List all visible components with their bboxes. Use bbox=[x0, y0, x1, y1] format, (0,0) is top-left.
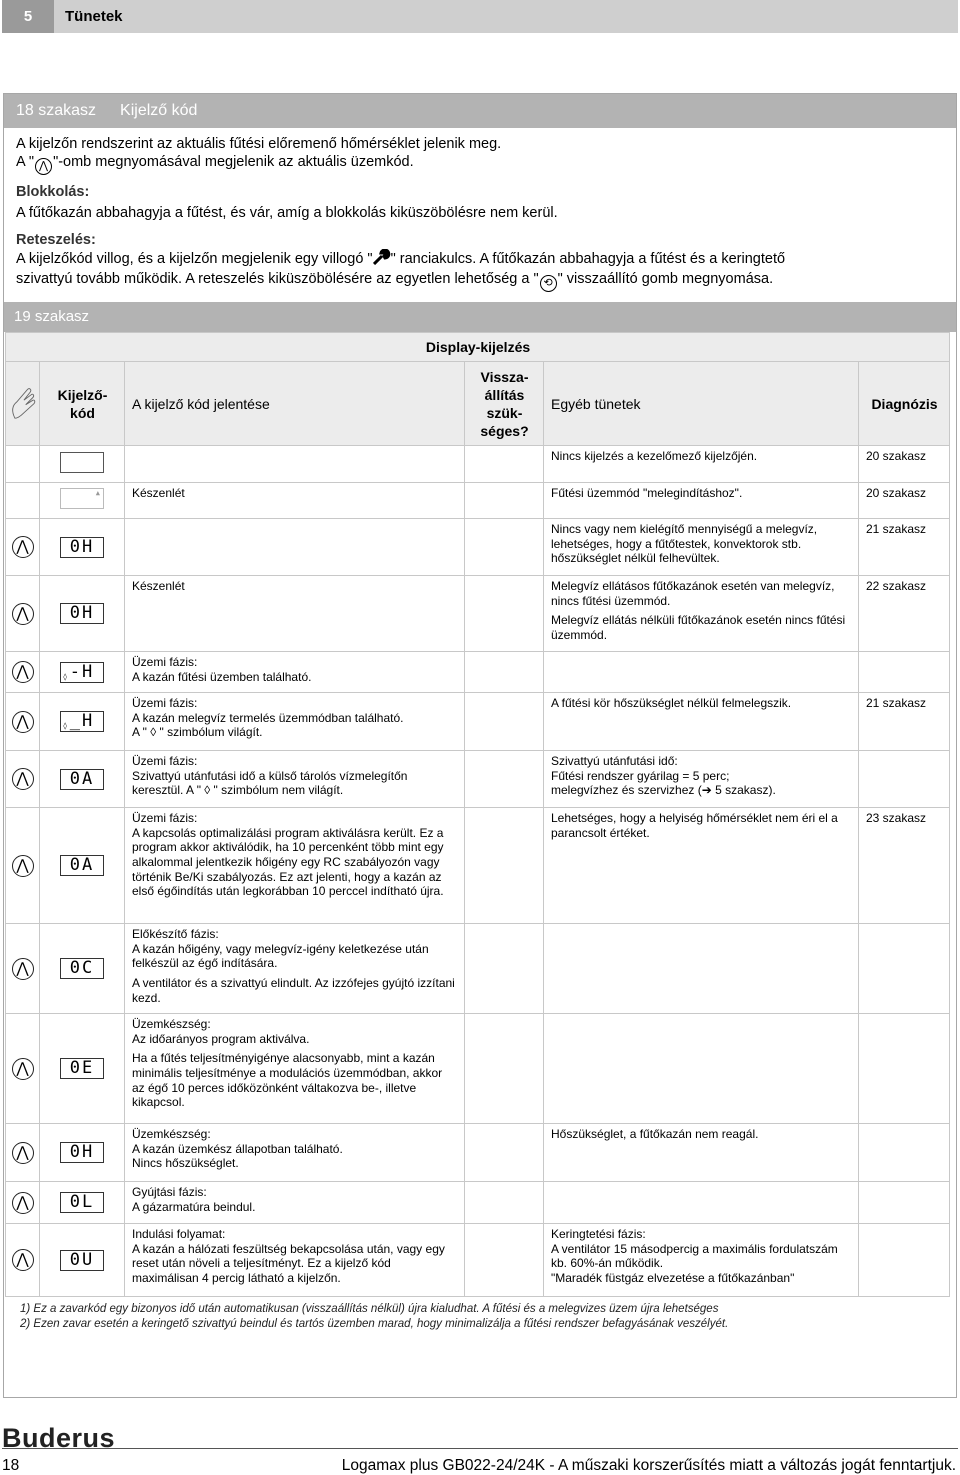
diagnosis-cell bbox=[859, 693, 950, 751]
heading-blocking: Blokkolás: bbox=[16, 184, 90, 200]
lcd-code: 0A bbox=[69, 768, 95, 789]
table-row bbox=[6, 808, 950, 924]
diagnosis-cell bbox=[859, 652, 950, 693]
diagnosis-text: 21 szakasz bbox=[866, 696, 927, 711]
button-cell bbox=[6, 808, 40, 924]
info-button-icon: ⋀ bbox=[12, 958, 34, 980]
table-row bbox=[6, 652, 950, 693]
code-cell bbox=[40, 576, 125, 652]
table-row bbox=[6, 1124, 950, 1182]
header-diagnosis: Diagnózis bbox=[859, 362, 950, 446]
symptom-cell bbox=[544, 576, 859, 652]
info-button-icon: ⋀ bbox=[12, 1249, 34, 1271]
brand-logo: Buderus bbox=[2, 1423, 116, 1453]
chapter-title: Tünetek bbox=[65, 8, 123, 25]
lcd-display bbox=[60, 711, 104, 732]
table-row bbox=[6, 576, 950, 652]
info-button-icon: ⋀ bbox=[12, 768, 34, 790]
code-cell bbox=[40, 652, 125, 693]
lcd-code: _H bbox=[69, 711, 95, 732]
page-number: 18 bbox=[2, 1457, 20, 1474]
info-button-icon: ⋀ bbox=[12, 711, 34, 733]
symptom-text: Melegvíz ellátásos fűtőkazánok esetén van melegvíz, nincs fűtési üzemmód. bbox=[551, 579, 835, 608]
footnote-2: 2) Ezen zavar esetén a keringető szivattyú beindul és tartós üzemben marad, hogy minimalizálja a fűtési rendszer befagyásának veszélyét. bbox=[20, 1318, 729, 1330]
button-cell bbox=[6, 1014, 40, 1124]
reset-cell bbox=[465, 483, 544, 519]
reset-cell bbox=[465, 652, 544, 693]
meaning-text: Üzemi fázis: A kazán fűtési üzemben található. bbox=[132, 655, 312, 684]
table-row bbox=[6, 446, 950, 483]
paragraph: A fűtőkazán abbahagyja a fűtést, és vár, amíg a blokkolás kiküszöbölésre nem kerül. bbox=[16, 205, 558, 221]
info-button-icon: ⋀ bbox=[12, 855, 34, 877]
info-button-icon: ⋀ bbox=[12, 1192, 34, 1214]
button-cell bbox=[6, 576, 40, 652]
diagnosis-cell bbox=[859, 751, 950, 808]
reset-cell bbox=[465, 693, 544, 751]
table-row bbox=[6, 519, 950, 576]
lcd-display bbox=[60, 452, 104, 473]
diagnosis-cell bbox=[859, 483, 950, 519]
lcd-display bbox=[60, 855, 104, 876]
code-cell bbox=[40, 1124, 125, 1182]
flame-symbol-icon: ◊ bbox=[63, 672, 68, 681]
text: " ranciakulcs. A fűtőkazán abbahagyja a fűtést és a keringtető bbox=[390, 251, 786, 267]
reset-cell bbox=[465, 519, 544, 576]
info-button-icon: ⋀ bbox=[12, 661, 34, 683]
info-button-icon: ⋀ bbox=[12, 603, 34, 625]
symptom-text: Fűtési üzemmód "melegindításhoz". bbox=[551, 486, 743, 500]
symptom-text: A fűtési kör hőszükséglet nélkül felmelegszik. bbox=[551, 696, 792, 711]
header-symptoms: Egyéb tünetek bbox=[544, 362, 859, 446]
symptom-cell bbox=[544, 519, 859, 576]
table-row bbox=[6, 693, 950, 751]
meaning-text: Üzemi fázis: A kapcsolás optimalizálási program aktiválásra került. Ez a program akkor aktiválódik, ha 10 percenként több mint egy alkalommal jelentkezik hőigény egy RC szabályozón vagy történik Be/Ki szabályozás. Ez azt jelenti, hogy a kazán az első égőindítás után legkorábban 10 perccel indítható újra. bbox=[132, 811, 444, 899]
diagnosis-cell bbox=[859, 1124, 950, 1182]
table-row bbox=[6, 1224, 950, 1297]
button-cell bbox=[6, 1224, 40, 1297]
code-cell bbox=[40, 693, 125, 751]
code-cell bbox=[40, 924, 125, 1014]
lcd-code: 0L bbox=[69, 1192, 95, 1213]
lcd-display bbox=[60, 662, 104, 683]
symptom-text: Hőszükséglet, a fűtőkazán nem reagál. bbox=[551, 1127, 759, 1142]
code-cell bbox=[40, 1182, 125, 1224]
header-code: Kijelző-kód bbox=[40, 362, 125, 446]
symptom-cell bbox=[544, 1182, 859, 1224]
diagnosis-cell bbox=[859, 576, 950, 652]
meaning-cell bbox=[125, 519, 465, 576]
lcd-display bbox=[60, 1192, 104, 1213]
section-18-label: 18 szakasz bbox=[16, 102, 97, 119]
diagnosis-text: 21 szakasz bbox=[866, 522, 927, 536]
lcd-code: 0H bbox=[69, 603, 95, 623]
meaning-text: Üzemi fázis: A kazán melegvíz termelés üzemmódban található. A " ◊ " szimbólum világít. bbox=[132, 696, 404, 740]
meaning-text: A ventilátor és a szivattyú elindult. Az izzófejes gyújtó izzítani kezd. bbox=[132, 975, 455, 1005]
meaning-text: Előkészítő fázis: A kazán hőigény, vagy melegvíz-igény keletkezése után felkészül az égő indítására. bbox=[132, 927, 429, 971]
meaning-cell bbox=[125, 751, 465, 808]
paragraph bbox=[16, 249, 785, 268]
reset-cell bbox=[465, 808, 544, 924]
reset-cell bbox=[465, 446, 544, 483]
wrench-icon bbox=[373, 249, 391, 265]
symptom-text: Nincs kijelzés a kezelőmező kijelzőjén. bbox=[551, 449, 758, 463]
footer-text: Logamax plus GB022-24/24K - A műszaki korszerűsítés miatt a változás jogát fenntartjuk. bbox=[341, 1457, 956, 1474]
reset-cell bbox=[465, 1014, 544, 1124]
paragraph bbox=[16, 270, 773, 292]
lcd-display bbox=[60, 488, 104, 509]
reset-cell bbox=[465, 1124, 544, 1182]
symptom-text: Lehetséges, hogy a helyiség hőmérséklet nem éri el a parancsolt értéket. bbox=[551, 811, 838, 840]
flame-symbol-icon: ◊ bbox=[63, 722, 68, 731]
symptom-cell bbox=[544, 1014, 859, 1124]
symptom-cell bbox=[544, 652, 859, 693]
meaning-cell bbox=[125, 483, 465, 519]
table-row bbox=[6, 751, 950, 808]
text: A kijelzőkód villog, és a kijelzőn megjelenik egy villogó " bbox=[16, 251, 373, 267]
lcd-display bbox=[60, 769, 104, 790]
button-cell bbox=[6, 483, 40, 519]
lcd-display bbox=[60, 537, 104, 558]
button-cell bbox=[6, 652, 40, 693]
lcd-display bbox=[60, 1058, 104, 1079]
lcd-display bbox=[60, 1250, 104, 1271]
display-code-table bbox=[5, 332, 950, 1297]
section-18-title: Kijelző kód bbox=[120, 102, 198, 119]
meaning-text: Ha a fűtés teljesítményigénye alacsonyabb, mint a kazán minimális teljesítménye a modulációs üzemmódban, akkor az égő 10 perces időközönként váltakozva be-, illetve kikapcsol. bbox=[132, 1051, 443, 1110]
diagnosis-cell bbox=[859, 1014, 950, 1124]
meaning-cell bbox=[125, 576, 465, 652]
paragraph bbox=[16, 153, 414, 175]
symptom-cell bbox=[544, 924, 859, 1014]
meaning-cell bbox=[125, 446, 465, 483]
table-row bbox=[6, 483, 950, 519]
table-row bbox=[6, 1182, 950, 1224]
diagnosis-text: 22 szakasz bbox=[866, 579, 927, 593]
lcd-code: 0U bbox=[69, 1249, 95, 1270]
hand-press-icon bbox=[8, 384, 38, 420]
header-meaning: A kijelző kód jelentése bbox=[125, 362, 465, 446]
table-title: Display-kijelzés bbox=[6, 333, 950, 362]
lcd-indicator-icon: ▲ bbox=[95, 489, 100, 498]
diagnosis-text: 20 szakasz bbox=[866, 449, 927, 463]
code-cell bbox=[40, 446, 125, 483]
diagnosis-cell bbox=[859, 519, 950, 576]
symptom-text: Melegvíz ellátás nélküli fűtőkazánok esetén nincs fűtési üzemmód. bbox=[551, 613, 846, 642]
meaning-text: Készenlét bbox=[132, 579, 185, 593]
symptom-cell bbox=[544, 446, 859, 483]
diagnosis-cell bbox=[859, 1224, 950, 1297]
code-cell bbox=[40, 519, 125, 576]
lcd-display bbox=[60, 603, 104, 624]
diagnosis-cell bbox=[859, 924, 950, 1014]
info-button-icon: ⋀ bbox=[12, 1058, 34, 1080]
section-19-header: 19 szakasz bbox=[4, 302, 956, 332]
code-cell bbox=[40, 808, 125, 924]
reset-cell bbox=[465, 924, 544, 1014]
symptom-cell bbox=[544, 483, 859, 519]
meaning-text: Gyújtási fázis: A gázarmatúra beindul. bbox=[132, 1185, 256, 1214]
chapter-number: 5 bbox=[2, 0, 54, 33]
meaning-text: Üzemi fázis: Szivattyú utánfutási idő a külső tárolós vízmelegítőn keresztül. A " ◊ " szimbólum nem világít. bbox=[132, 754, 408, 798]
info-button-icon: ⋀ bbox=[35, 158, 52, 175]
button-cell bbox=[6, 924, 40, 1014]
diagnosis-cell bbox=[859, 1182, 950, 1224]
lcd-code: 0H bbox=[69, 1142, 95, 1163]
info-button-icon: ⋀ bbox=[12, 1142, 34, 1164]
meaning-text: Üzemkészség: A kazán üzemkész állapotban található. Nincs hőszükséglet. bbox=[132, 1127, 343, 1171]
text: " visszaállító gomb megnyomása. bbox=[557, 271, 774, 287]
meaning-cell bbox=[125, 652, 465, 693]
paragraph: A kijelzőn rendszerint az aktuális fűtési előremenő hőmérséklet jelenik meg. bbox=[16, 136, 502, 152]
meaning-cell bbox=[125, 1124, 465, 1182]
section-18-header bbox=[4, 94, 956, 128]
symptom-cell bbox=[544, 751, 859, 808]
page-footer bbox=[2, 1448, 958, 1475]
lcd-display bbox=[60, 958, 104, 979]
meaning-text: Készenlét bbox=[132, 486, 185, 500]
code-cell bbox=[40, 751, 125, 808]
table-row bbox=[6, 1014, 950, 1124]
reset-cell bbox=[465, 1224, 544, 1297]
button-cell bbox=[6, 693, 40, 751]
button-cell bbox=[6, 1182, 40, 1224]
reset-cell bbox=[465, 751, 544, 808]
lcd-code: 0C bbox=[69, 958, 95, 979]
button-cell bbox=[6, 519, 40, 576]
button-cell bbox=[6, 446, 40, 483]
symptom-cell bbox=[544, 693, 859, 751]
lcd-code: 0A bbox=[69, 855, 95, 876]
footnotes bbox=[20, 1302, 728, 1332]
info-button-icon: ⋀ bbox=[12, 536, 34, 558]
header-hand-cell bbox=[6, 362, 40, 446]
diagnosis-text: 23 szakasz bbox=[866, 811, 927, 826]
symptom-cell bbox=[544, 1224, 859, 1297]
text: A " bbox=[16, 154, 35, 170]
symptom-text: Nincs vagy nem kielégítő mennyiségű a melegvíz, lehetséges, hogy a fűtőtestek, konvektorok stb. hőszükséglet nélkül felhevültek. bbox=[551, 522, 818, 566]
reset-cell bbox=[465, 576, 544, 652]
meaning-cell bbox=[125, 1182, 465, 1224]
meaning-text: Üzemkészség: Az időarányos program aktiválva. bbox=[132, 1017, 310, 1046]
meaning-cell bbox=[125, 924, 465, 1014]
text: "-omb megnyomásával megjelenik az aktuális üzemkód. bbox=[53, 154, 414, 170]
meaning-cell bbox=[125, 1224, 465, 1297]
text: szivattyú tovább működik. A reteszelés kiküszöbölésére az egyetlen lehetőség a " bbox=[16, 271, 539, 287]
heading-locking: Reteszelés: bbox=[16, 232, 96, 248]
symptom-cell bbox=[544, 808, 859, 924]
reset-cell bbox=[465, 1182, 544, 1224]
button-cell bbox=[6, 1124, 40, 1182]
symptom-text: Szivattyú utánfutási idő: Fűtési rendszer gyárilag = 5 perc; melegvízhez és szervizhez (➔ 5 szakasz). bbox=[551, 754, 776, 798]
table-row bbox=[6, 924, 950, 1014]
symptom-text: Keringtetési fázis: A ventilátor 15 másodpercig a maximális fordulatszám kb. 60%-án működik. "Maradék füstgáz elvezetése a fűtőkazánban" bbox=[551, 1227, 838, 1285]
code-cell bbox=[40, 1224, 125, 1297]
diagnosis-cell bbox=[859, 808, 950, 924]
button-cell bbox=[6, 751, 40, 808]
code-cell bbox=[40, 483, 125, 519]
reset-icon: ⟲ bbox=[540, 275, 557, 292]
lcd-display bbox=[60, 1142, 104, 1163]
meaning-text: Indulási folyamat: A kazán a hálózati feszültség bekapcsolása után, vagy egy reset után növeli a teljesítményt. Ez a kijelző kód maximálisan 4 percig látható a kijelzőn. bbox=[132, 1227, 445, 1285]
footnote-1: 1) Ez a zavarkód egy bizonyos idő után automatikusan (visszaállítás nélkül) újra kialudhat. A fűtési és a melegvizes üzem újra lehetséges bbox=[20, 1303, 719, 1315]
meaning-cell bbox=[125, 693, 465, 751]
header-reset: Vissza-állítás szük-séges? bbox=[465, 362, 544, 446]
diagnosis-text: 20 szakasz bbox=[866, 486, 927, 500]
lcd-code: 0H bbox=[69, 536, 95, 557]
meaning-cell bbox=[125, 1014, 465, 1124]
code-cell bbox=[40, 1014, 125, 1124]
symptom-cell bbox=[544, 1124, 859, 1182]
meaning-cell bbox=[125, 808, 465, 924]
lcd-code: 0E bbox=[69, 1058, 95, 1079]
lcd-code: -H bbox=[69, 661, 95, 682]
diagnosis-cell bbox=[859, 446, 950, 483]
section-header bbox=[2, 0, 958, 33]
